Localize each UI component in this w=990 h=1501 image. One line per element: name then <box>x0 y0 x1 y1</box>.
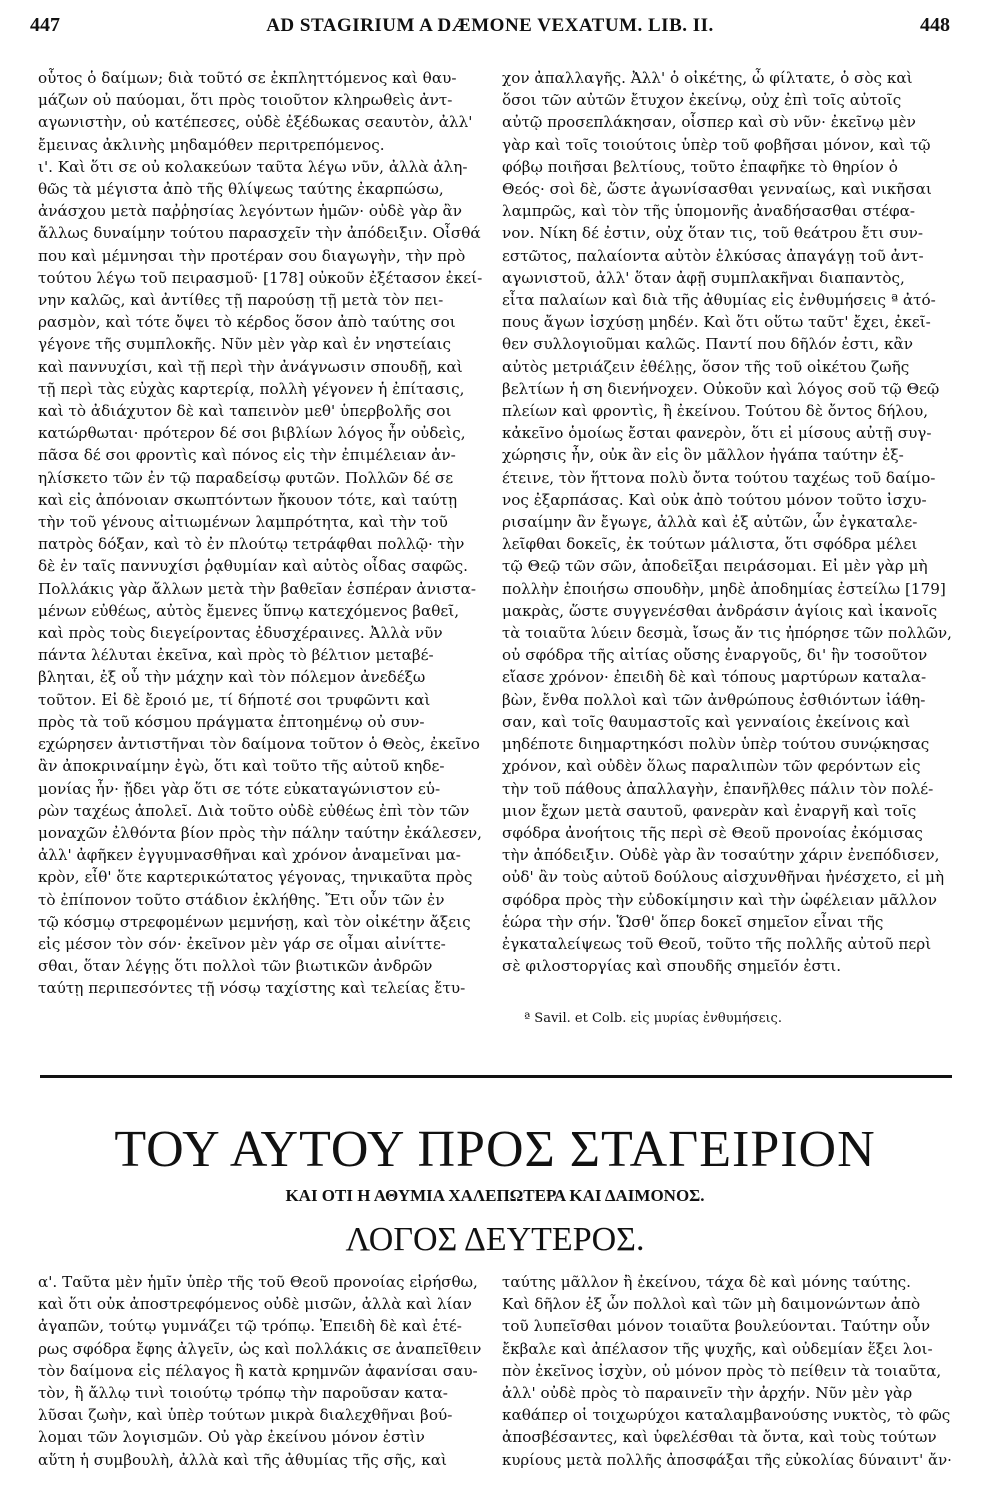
text-line: ταύτῃ περιπεσόντες τῇ νόσῳ ταχίστης καὶ τελείας ἔτυ- <box>38 979 466 998</box>
text-line: τὰ τοιαῦτα λύειν δεσμὰ, ἴσως ἄν τις ἠπόρησε τῶν πολλῶν, <box>502 624 952 643</box>
text-line: μοναχῶν ἐλθόντα βίον πρὸς τὴν πάλην ταύτην ἐκάλεσεν, <box>38 823 482 842</box>
text-line: τὴν ἀπόδειξιν. Οὐδὲ γὰρ ἂν τοσαύτην χάριν ἐνεπόδισεν, <box>502 846 940 865</box>
text-line: ἂν ἀποκριναίμην ἐγὼ, ὅτι καὶ τοῦτο τῆς αὐτοῦ κηδε- <box>38 757 445 776</box>
text-line: σφόδρα ἀνοήτοις τῆς περὶ σὲ Θεοῦ προνοίας ἐκόμισας <box>502 823 923 842</box>
text-line: πλείων καὶ φροντὶς, ἢ ἐκείνου. Τούτου δὲ ὄντος δήλου, <box>502 402 929 421</box>
text-line: ἐγκαταλείψεως τοῦ Θεοῦ, τοῦτο τῆς πολλῆς αὐτοῦ περὶ <box>502 934 932 953</box>
text-line: καὶ πρὸς τοὺς διεγείροντας ἐδυσχέραινες. Ἀλλὰ νῦν <box>38 624 443 643</box>
text-line: μακρὰς, ὥστε συγγενέσθαι ἀνδράσιν ἁγίοις καὶ ἱκανοῖς <box>502 601 938 620</box>
text-line: φόβῳ ποιῆσαι βελτίους, τοῦτο ἐπαφῆκε τὸ θηρίον ὁ <box>502 157 898 176</box>
text-line: οὐδ' ἂν τοὺς αὐτοῦ δούλους αἰσχυνθῆναι ἠνέσχετο, εἰ μὴ <box>502 868 945 887</box>
text-line: νην καλῶς, καὶ ἀντίθες τῇ παρούσῃ τῇ μετὰ τὸν πει- <box>38 291 444 310</box>
text-line: κἀκεῖνο ὁμοίως ἔσται φανερὸν, ὅτι εἰ μίσους αὐτῇ συγ- <box>502 424 932 443</box>
column-bottom-left <box>38 1271 482 1471</box>
text-line: χον ἀπαλλαγῆς. Ἀλλ' ὁ οἰκέτης, ὦ φίλτατε, ὁ σὸς καὶ <box>502 69 913 87</box>
text-line: γέγονε τῆς συμπλοκῆς. Νῦν μὲν γὰρ καὶ ἐν νηστείαις <box>38 335 452 354</box>
text-line: που καὶ μέμνησαι τὴν προτέραν σου διαγωγὴν, τὴν πρὸ <box>38 246 466 265</box>
text-line: ἔμεινας ἀκλινὴς μηδαμόθεν περιτρεπόμενος. <box>38 135 385 154</box>
text-line: οὗτος ὁ δαίμων; διὰ τοῦτό σε ἐκπληττόμενος καὶ θαυ- <box>38 69 457 87</box>
text-line: ι'. Καὶ ὅτι σε οὐ κολακεύων ταῦτα λέγω νῦν, ἀλλὰ ἀλη- <box>38 157 468 176</box>
column-bottom-right <box>502 1271 952 1471</box>
text-line: ἔκβαλε καὶ ἀπέλασον τῆς ψυχῆς, καὶ οὐδεμίαν ἕξει λοι- <box>502 1339 933 1358</box>
text-line: μάζων οὐ παύομαι, ὅτι πρὸς τοιοῦτον κληρωθεὶς ἀντ- <box>38 91 453 110</box>
text-line: γὰρ καὶ τοῖς τοιούτοις ὑπὲρ τοῦ φοβῆσαι μόνον, καὶ τῷ <box>502 135 931 154</box>
text-line: χώρησις ἦν, οὐκ ἂν εἰς ὃν μᾶλλον ἠγάπα ταύτην ἐξ- <box>502 446 904 465</box>
text-line: τὴν τοῦ γένους αἰτιωμένων λαμπρότητα, καὶ τὴν τοῦ <box>38 513 448 532</box>
text-line: ρασμὸν, καὶ τότε ὄψει τὸ κέρδος ὅσον ἀπὸ ταύτης σοι <box>38 313 456 332</box>
text-line: τὴν τοῦ πάθους ἀπαλλαγὴν, ἐπανῆλθες πάλιν τὸν πολέ- <box>502 779 934 798</box>
text-line: ἀνάσχου μετὰ παῤῥησίας λεγόντων ἡμῶν· οὐδὲ γὰρ ἂν <box>38 202 462 221</box>
oratio-heading: ΛΟΓΟΣ ΔΕΥΤΕΡΟΣ. <box>345 1221 645 1258</box>
text-line: ταύτης μᾶλλον ἢ ἐκείνου, τάχα δὲ καὶ μόνης ταύτης. <box>502 1273 911 1291</box>
text-line: μηδέποτε διημαρτηκόσι πολὺν ὑπὲρ τούτου συνῴκησας <box>502 735 930 754</box>
text-line: πατρὸς δόξαν, καὶ τὸ ἐν πλούτῳ τετράφθαι πολλῷ· τὴν <box>38 535 465 554</box>
text-line: βληται, ἐξ οὗ τὴν μάχην καὶ τὸν πόλεμον ἀνεδέξω <box>38 668 426 687</box>
section-rule <box>40 1075 952 1078</box>
text-line: εἶτα παλαίων καὶ διὰ τῆς ἀθυμίας εἰς ἐνθυμήσεις ª ἀτό- <box>502 291 936 310</box>
text-line: λομαι τῶν λογισμῶν. Οὐ γὰρ ἐκείνου μόνον ἐστὶν <box>38 1428 425 1447</box>
text-line: τὸν, ἢ ἄλλῳ τινὶ τοιούτῳ τρόπῳ τὴν παροῦσαν κατα- <box>38 1384 448 1403</box>
text-line: σθαι, ὅταν λέγῃς ὅτι πολλοὶ τῶν βιωτικῶν ἀνδρῶν <box>38 957 433 976</box>
column-top-left <box>38 67 482 1000</box>
column-top-right <box>502 67 952 977</box>
text-line: χρόνον, καὶ οὐδὲν ὅλως παραλιπὼν τῶν φερόντων εἰς <box>502 757 921 776</box>
text-line: εστῶτος, παλαίοντα αὐτὸν ἑλκύσας ἀπαγάγῃ τοῦ ἀντ- <box>502 246 924 265</box>
text-line: λεῖφθαι δοκεῖς, ἐκ τούτων μάλιστα, ὅτι σφόδρα μέλει <box>502 535 918 554</box>
text-line: σαν, καὶ τοῖς θαυμαστοῖς καὶ γενναίοις ἐκείνοις καὶ <box>502 712 911 731</box>
text-line: ἀλλ' οὐδὲ πρὸς τὸ παραινεῖν τὴν ἀρχήν. Νῦν μὲν γὰρ <box>502 1384 913 1403</box>
running-title: AD STAGIRIUM A DÆMONE VEXATUM. LIB. II. <box>266 15 714 36</box>
text-line: βὼν, ἔνθα πολλοὶ καὶ τῶν ἀνθρώπους ἐσθιόντων ἰάθη- <box>502 690 926 709</box>
text-line: τὸν δαίμονα εἰς πέλαγος ἢ κατὰ κρημνῶν ἀφανίσαι σαυ- <box>38 1361 478 1380</box>
text-line: τῷ Θεῷ τῶν σῶν, ἀποδεῖξαι πειράσομαι. Εἰ μὲν γὰρ μὴ <box>502 557 928 576</box>
text-line: τῇ περὶ τὰς εὐχὰς καρτερίᾳ, πολλὴ γέγονεν ἡ ἐπίτασις, <box>38 379 465 398</box>
page-number-right: 448 <box>919 14 950 36</box>
text-line: α'. Ταῦτα μὲν ἡμῖν ὑπὲρ τῆς τοῦ Θεοῦ προνοίας εἰρήσθω, <box>38 1273 478 1291</box>
text-line: λαμπρῶς, καὶ τὸν τῆς ὑπομονῆς ἀναδήσασθαι στέφα- <box>502 202 916 221</box>
text-line: οὐ σφόδρα τῆς αἰτίας οὔσης ἐναργοῦς, δι' ἣν τοσοῦτον <box>502 646 928 665</box>
text-line: πρὸς τὰ τοῦ κόσμου πράγματα ἐπτοημένῳ οὐ συν- <box>38 712 425 731</box>
text-line: καὶ εἰς ἀπόνοιαν σκωπτόντων ἤκουον τότε, καὶ ταύτῃ <box>38 490 458 509</box>
text-line: θεν συλλογιοῦμαι καλῶς. Παντί που δῆλόν ἐστι, κἂν <box>502 335 913 354</box>
text-line: κατώρθωται· πρότερον δέ σοι βιβλίων λόγος ἦν οὐδεὶς, <box>38 424 466 443</box>
text-line: πολλὴν ἐποιήσω σπουδὴν, μηδὲ ἀποδημίας ἐστείλω [179] <box>502 579 946 598</box>
text-line: δὲ ἐν ταῖς παννυχίσι ῥᾳθυμίαν καὶ αὐτὸς οἶδας σαφῶς. <box>38 557 468 576</box>
text-line: τὸ ἐπίπονον τοῦτο στάδιον ἐκλήθης. Ἔτι οὖν τῶν ἐν <box>38 890 445 909</box>
footnote: ª Savil. et Colb. εἰς μυρίας ἐνθυμήσεις. <box>524 1011 782 1026</box>
text-line: πάντα λέλυται ἐκεῖνα, καὶ πρὸς τὸ βέλτιον μεταβέ- <box>38 646 434 665</box>
text-line: τούτου λέγω τοῦ πειρασμοῦ· [178] οὐκοῦν ἐξέτασον ἐκεί- <box>38 268 482 287</box>
text-line: ἄλλως δυναίμην τούτου παρασχεῖν τὴν ἀπόδειξιν. Οἶσθά <box>38 224 481 243</box>
text-line: πὸν ἐκεῖνος ἰσχὺν, οὐ μόνον πρὸς τὸ πείθειν τὰ τοιαῦτα, <box>502 1361 942 1380</box>
text-line: εχώρησεν ἀντιστῆναι τὸν δαίμονα τοῦτον ὁ Θεὸς, ἐκεῖνο <box>38 735 480 754</box>
text-line: αὐτὸς μετριάζειν ἐθέλῃς, ὅσον τῆς τοῦ οἰκέτου ζωῆς <box>502 357 910 376</box>
text-line: αγωνιστὴν, οὐ κατέπεσες, οὐδὲ ἐξέδωκας σεαυτὸν, ἀλλ' <box>38 113 473 132</box>
text-line: νον. Νίκη δέ ἐστιν, οὐχ ὅταν τις, τοῦ θεάτρου ἔτι συν- <box>502 224 924 243</box>
text-line: εἰς μέσον τὸν σόν· ἐκεῖνον μὲν γάρ σε οἶμαι αἰνίττε- <box>38 934 446 953</box>
text-line: μένων εὐθέως, αὐτὸς ἔμενες ὕπνῳ κατεχόμενος βαθεῖ, <box>38 601 460 620</box>
text-line: βελτίων ἡ ση διενήνοχεν. Οὐκοῦν καὶ λόγος σοῦ τῷ Θεῷ <box>502 379 940 398</box>
treatise-title: ΤΟΥ ΑΥΤΟΥ ΠΡΟΣ ΣΤΑΓΕΙΡΙΟΝ <box>114 1121 876 1178</box>
text-line: θῶς τὰ μέγιστα ἀπὸ τῆς θλίψεως ταύτης ἐκαρπώσω, <box>38 180 444 199</box>
text-line: σὲ φιλοστοργίας καὶ σπουδῆς σημεῖόν ἐστι. <box>502 957 842 976</box>
text-line: Πολλάκις γὰρ ἄλλων μετὰ τὴν βαθεῖαν ἑσπέραν ἀνιστα- <box>38 579 477 598</box>
text-line: καθάπερ οἱ τοιχωρύχοι καταλαμβανούσης νυκτὸς, τὸ φῶς <box>502 1406 951 1425</box>
text-line: λῦσαι ζωὴν, καὶ ὑπὲρ τούτων μικρὰ διαλεχθῆναι βού- <box>38 1406 453 1425</box>
text-line: Θεός· σοὶ δὲ, ὥστε ἀγωνίσασθαι γενναίως, καὶ νικῆσαι <box>502 180 932 199</box>
text-line: ἀγαπῶν, τούτῳ γυμνάζει τῷ τρόπῳ. Ἐπειδὴ δὲ καὶ ἑτέ- <box>38 1317 462 1336</box>
text-line: μονίας ἦν· ᾔδει γὰρ ὅτι σε τότε εὐκαταγώνιστον εὑ- <box>38 779 441 798</box>
text-line: πους ἄγων ἰσχύσῃ μηδέν. Καὶ ὅτι οὕτω ταῦτ' ἔχει, ἐκεῖ- <box>502 313 931 332</box>
text-line: ρὼν ταχέως ἀπολεῖ. Διὰ τοῦτο οὐδὲ εὐθέως ἐπὶ τὸν τῶν <box>38 801 470 820</box>
text-line: αὕτη ἡ συμβουλὴ, ἀλλὰ καὶ τῆς ἀθυμίας τῆς σῆς, καὶ <box>38 1450 447 1469</box>
text-line: τῷ κόσμῳ στρεφομένων μεμνήσῃ, καὶ τὸν οἰκέτην ἄξεις <box>38 912 471 931</box>
running-head <box>30 14 950 48</box>
text-line: αὐτῷ προσεπλάκησαν, οἷσπερ καὶ σὺ νῦν· ἐκεῖνῳ μὲν <box>502 113 916 132</box>
page-number-left: 447 <box>30 14 60 36</box>
text-line: εἴασε χρόνον· ἐπειδὴ δὲ καὶ τόπους μαρτύρων καταλα- <box>502 668 927 687</box>
text-line: πᾶσα δέ σοι φροντὶς καὶ πόνος εἰς τὴν ἐπιμέλειαν ἀν- <box>38 446 456 465</box>
text-line: ρως σφόδρα ἔφης ἀλγεῖν, ὡς καὶ πολλάκις σε ἀναπεῖθειν <box>38 1339 482 1358</box>
text-line: ρισαίμην ἂν ἔγωγε, ἀλλὰ καὶ ἐξ αὐτῶν, ὧν ἐγκαταλε- <box>502 513 918 532</box>
text-line: ἀλλ' ἀφῆκεν ἐγγυμνασθῆναι καὶ χρόνον ἀναμεῖναι μα- <box>38 846 461 865</box>
text-line: νος ἐξαρπάσας. Καὶ οὐκ ἀπὸ τούτου μόνον τοῦτο ἰσχυ- <box>502 490 927 509</box>
text-line: ἑώρα τὴν σήν. Ὥσθ' ὅπερ δοκεῖ σημεῖον εἶναι τῆς <box>502 912 884 931</box>
text-line: έτεινε, τὸν ἥττονα πολὺ ὄντα τούτου ταχέως τοῦ δαίμο- <box>502 468 936 487</box>
text-line: κυρίους μετὰ πολλῆς ἀποσφάξαι τῆς εὐκολίας δύναιντ' ἄν· <box>502 1450 952 1469</box>
text-line: μιον ἔχων μετὰ σαυτοῦ, φανερὰν καὶ ἐναργῆ καὶ τοῖς <box>502 801 917 820</box>
text-line: ηλίσκετο τῶν ἐν τῷ παραδείσῳ φυτῶν. Πολλῶν δέ σε <box>38 468 454 487</box>
text-line: καὶ τὸ ἀδιάχυτον δὲ καὶ ταπεινὸν μεθ' ὑπερβολῆς σοι <box>38 402 452 421</box>
text-line: κρὸν, εἶθ' ὅτε καρτερικώτατος γέγονας, τηνικαῦτα πρὸς <box>38 868 473 887</box>
text-line: ἀποσβέσαντες, καὶ ὑφελέσθαι τὰ ὄντα, καὶ τοὺς τούτων <box>502 1428 937 1447</box>
text-line: Καὶ δῆλον ἐξ ὧν πολλοὶ καὶ τῶν μὴ δαιμονώντων ἀπὸ <box>502 1295 921 1314</box>
text-line: καὶ παννυχίσι, καὶ τῇ περὶ τὴν ἀνάγνωσιν σπουδῇ, καὶ <box>38 357 463 376</box>
text-line: ὅσοι τῶν αὐτῶν ἔτυχον ἐκείνῳ, οὐχ ἐπὶ τοῖς αὐτοῖς <box>502 91 902 110</box>
text-line: αγωνιστοῦ, ἀλλ' ὅταν ἀφῇ συμπλακῆναι διαπαντὸς, <box>502 268 905 287</box>
treatise-subtitle: ΚΑΙ ΟΤΙ Η ΑΘΥΜΙΑ ΧΑΛΕΠΩΤΕΡΑ ΚΑΙ ΔΑΙΜΟΝΟΣ. <box>285 1186 705 1205</box>
text-line: τοῦ λυπεῖσθαι μόνον τοιαῦτα βουλεύονται. Ταύτην οὖν <box>502 1317 931 1336</box>
text-line: σφόδρα πρὸς τὴν εὐδοκίμησιν καὶ τὴν ὠφέλειαν μᾶλλον <box>502 890 937 909</box>
text-line: καὶ ὅτι οὐκ ἀποστρεφόμενος οὐδὲ μισῶν, ἀλλὰ καὶ λίαν <box>38 1295 472 1314</box>
text-line: τοῦτον. Εἰ δὲ ἔροιό με, τί δήποτέ σοι τρυφῶντι καὶ <box>38 690 431 709</box>
